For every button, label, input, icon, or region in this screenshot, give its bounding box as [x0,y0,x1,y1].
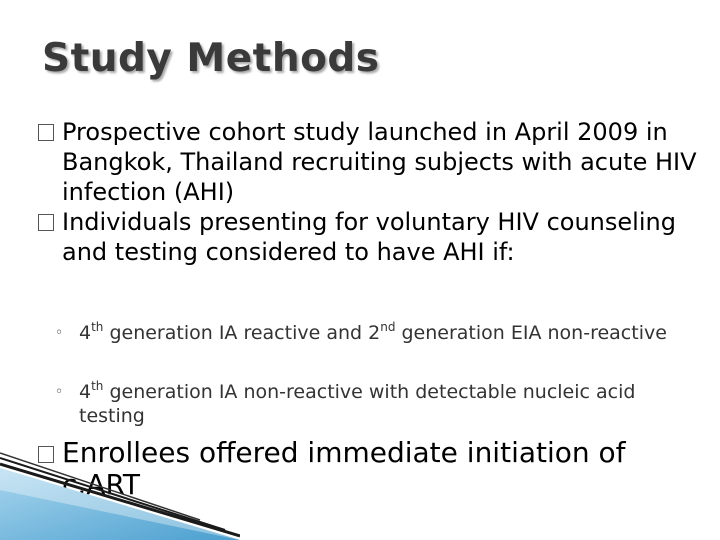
corner-decoration [0,450,240,540]
ring-bullet-icon: ◦ [55,325,64,341]
bullet-item [38,117,698,207]
bullet-box-icon [38,124,54,141]
sub-bullet-text: 4th generation IA non-reactive with detectable nucleic acid testing [79,379,636,427]
sub-bullet-item [55,380,695,428]
sub-bullet-text: 4th generation IA reactive and 2nd generation EIA non-reactive [79,320,667,344]
slide-title: Study Methods [42,36,380,81]
bullet-box-icon [38,214,54,231]
bullet-text: Prospective cohort study launched in April 2009 in Bangkok, Thailand recruiting subjects with acute HIV infection (AHI) [62,118,697,206]
ring-bullet-icon: ◦ [55,384,64,400]
bullet-item [38,207,698,267]
sub-bullet-item [55,321,695,345]
bullet-text: Enrollees offered immediate initiation of c.ART [62,436,626,501]
bullet-text: Individuals presenting for voluntary HIV counseling and testing considered to have AHI if: [62,208,676,266]
